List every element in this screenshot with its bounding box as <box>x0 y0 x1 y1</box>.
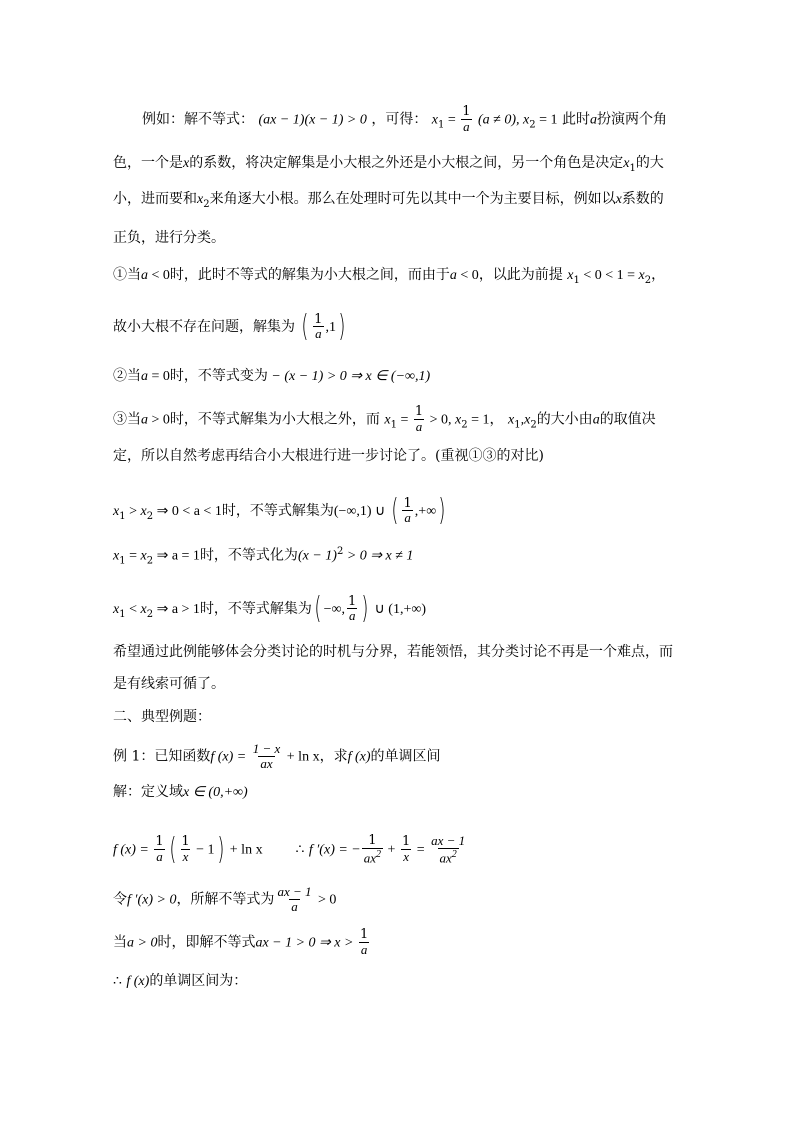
sub: 2 <box>146 555 154 567</box>
paren: ) <box>216 831 224 867</box>
math: − (x − 1) > 0 ⇒ x ∈ (−∞,1) <box>267 369 431 384</box>
den: a <box>291 898 298 914</box>
text: 色，一个是 <box>113 155 183 171</box>
text: ①当 <box>113 267 141 283</box>
sub: 1 <box>119 555 126 567</box>
text: 正负，进行分类。 <box>113 230 225 246</box>
text: ，可得： <box>371 111 428 128</box>
math: x <box>615 192 622 207</box>
math: x <box>113 602 120 617</box>
math: x <box>140 602 147 617</box>
sub: 1 <box>514 419 521 431</box>
math: −∞, <box>323 602 346 617</box>
math: x <box>113 504 120 519</box>
math: (−∞,1) ∪ <box>333 504 389 519</box>
case2 <box>113 369 430 384</box>
text: 希望通过此例能够体会分类讨论的时机与分界，若能领悟，其分类讨论不再是一个难点，而 <box>113 644 673 660</box>
text: 的大 <box>635 155 664 171</box>
num: 1 <box>181 834 190 850</box>
num: 1 <box>462 104 471 119</box>
math: x <box>197 192 204 207</box>
num: 1 − x <box>252 741 281 756</box>
text: 例如：解不等式： <box>142 111 254 128</box>
math: = 1 <box>535 112 558 128</box>
para2-line2 <box>113 677 225 691</box>
num: 1 <box>401 834 411 850</box>
math: + <box>384 842 399 858</box>
math: f (x) = <box>113 842 153 858</box>
fraction <box>402 497 414 526</box>
math: x <box>140 504 147 519</box>
text: 例 1：已知函数 <box>113 748 211 765</box>
fraction <box>346 595 358 624</box>
text: ，以此为前提 <box>478 267 563 283</box>
derivative-line <box>113 831 468 867</box>
math-expr: (ax − 1)(x − 1) > 0 <box>258 112 367 128</box>
math: > 0 <box>314 892 337 908</box>
den: a <box>156 848 163 864</box>
text: 小，进而要和 <box>113 191 197 207</box>
math: = <box>444 112 460 128</box>
text: 扮演两个角 <box>596 111 667 128</box>
text: 时，不等式化为 <box>199 547 298 564</box>
sub: 2 <box>203 198 210 210</box>
num: 1 <box>314 311 323 327</box>
sub: 2 <box>644 274 652 286</box>
math: < 0 <box>148 268 170 283</box>
paren: ( <box>169 831 177 867</box>
den: x <box>182 848 189 864</box>
num: 1 <box>348 593 357 609</box>
text: 时，此时不等式的解集为小大根之间，而由于 <box>169 267 450 283</box>
math: x <box>638 268 645 283</box>
den <box>438 848 459 866</box>
math: , x <box>516 112 530 128</box>
sub: 2 <box>146 510 154 522</box>
text: 时，不等式变为 <box>169 368 268 384</box>
sup: 2 <box>376 848 382 860</box>
example1 <box>113 742 441 771</box>
math: ,1 <box>325 320 336 335</box>
sub: 1 <box>119 510 126 522</box>
case1-line2 <box>113 309 348 344</box>
heading: 二、典型例题： <box>113 709 211 725</box>
math: < 0 <box>456 268 479 283</box>
math: x ∈ (0,+∞) <box>183 785 248 800</box>
text: ， <box>651 267 666 283</box>
case3-line1: ③当a > 0时，不等式解集为小大根之外，而 $x_1$ = $\frac{1}{a}$ > 0, $x_2 = 1$， $x_1,x_2$的大小由a的取值决 <box>113 404 656 434</box>
text: 此时 <box>561 111 590 128</box>
sup: 2 <box>451 848 457 860</box>
text: 的系数，将决定解集是小大根之外还是小大根之间，另一个角色是决定 <box>189 155 624 171</box>
den: a <box>348 608 356 624</box>
text: 的大小由 <box>536 411 593 428</box>
num: ax − 1 <box>431 833 466 848</box>
num: 1 <box>403 495 412 511</box>
math: a <box>141 412 148 428</box>
paren: ( <box>314 591 322 626</box>
math: ⇒ a > 1 <box>153 602 200 617</box>
sub: 2 <box>461 419 468 431</box>
fraction <box>179 835 191 864</box>
text: 定，所以自然考虑再结合小大根进行进一步讨论了。(重视①③的对比) <box>113 448 544 464</box>
math: (a ≠ 0) <box>478 112 517 128</box>
sub: 1 <box>390 419 397 431</box>
para1-line1 <box>142 105 667 134</box>
math: a > 0 <box>127 935 158 951</box>
text: ②当 <box>113 368 141 384</box>
sub: 1 <box>629 162 636 174</box>
den: a <box>404 510 411 526</box>
den: a <box>360 941 368 957</box>
fraction <box>358 928 370 957</box>
den <box>362 848 383 866</box>
para1-line4 <box>113 231 225 245</box>
math: > 0 <box>148 412 170 428</box>
para1-line3 <box>113 192 664 210</box>
math: f ′(x) > 0 <box>127 892 177 908</box>
math: ,+∞ <box>414 504 437 519</box>
math: x <box>431 112 438 128</box>
den: x <box>403 848 409 864</box>
math: ∪ (1,+∞) <box>371 602 426 617</box>
fraction <box>460 105 472 134</box>
paren: ) <box>361 591 369 626</box>
text: 当 <box>113 934 127 951</box>
fraction <box>153 835 165 864</box>
text: 令 <box>113 891 127 908</box>
subcase3: $x_1 < x_2$ ⇒ a > 1时，不等式解集为( −∞, $\frac{1}{a}$ ) ∪ (1,+∞) <box>113 591 426 626</box>
sub: 2 <box>146 608 154 620</box>
ling-line <box>113 885 336 914</box>
fraction <box>362 834 383 865</box>
text: 时，不等式解集为 <box>199 601 312 617</box>
math: + ln x <box>226 842 263 858</box>
den-text: ax <box>363 849 377 865</box>
math: ax − 1 > 0 ⇒ x > <box>255 935 357 951</box>
monotonic-interval-line <box>113 974 247 989</box>
math: f (x) <box>126 974 150 989</box>
paren: ( <box>301 309 309 344</box>
fraction <box>251 742 283 771</box>
sub: 1 <box>119 608 126 620</box>
text: 系数的 <box>621 191 664 207</box>
text: 的取值决 <box>599 411 656 428</box>
case3-line2 <box>113 449 544 463</box>
text: 的单调区间 <box>370 748 441 765</box>
text: ③当 <box>113 411 141 428</box>
math: ∴ <box>295 842 305 858</box>
num: 1 <box>368 833 377 848</box>
math: + ln x <box>283 749 320 765</box>
den-text: ax <box>439 849 452 865</box>
math: x <box>524 412 531 428</box>
sup: 2 <box>336 546 344 557</box>
text: 故小大根不存在问题，解集为 <box>113 319 295 335</box>
subcase2: $x_1 = x_2$ ⇒ a = 1时，不等式化为$(x - 1)^2 > 0$ ⇒ x ≠ 1 <box>113 546 414 567</box>
text: ，所解不等式为 <box>176 891 275 908</box>
sub: 1 <box>438 119 445 131</box>
den: ax <box>260 755 273 771</box>
math: f ′(x) = − <box>308 842 361 858</box>
para2-line1 <box>113 645 673 659</box>
math: x <box>384 412 391 428</box>
para1-line2 <box>113 156 664 174</box>
num: 1 <box>414 404 424 419</box>
paren: ) <box>438 493 446 528</box>
math: x <box>455 412 462 428</box>
num: ax − 1 <box>277 884 312 899</box>
den: a <box>463 118 470 134</box>
text: 时，不等式解集为小大根之外，而 <box>169 411 380 428</box>
math: x <box>508 412 515 428</box>
math: > 0 ⇒ x ≠ 1 <box>343 548 414 564</box>
math: − 1 <box>192 842 215 858</box>
math: ∴ <box>113 974 122 989</box>
math: (x − 1) <box>297 548 337 564</box>
math: x <box>140 548 147 564</box>
fraction <box>413 405 425 434</box>
math: f (x) = <box>210 749 250 765</box>
math: x <box>623 156 630 171</box>
math: = <box>396 412 412 428</box>
math: ⇒ a = 1 <box>153 548 200 564</box>
text: ， <box>489 411 504 428</box>
math: x <box>183 156 190 171</box>
dang-line <box>113 928 371 957</box>
fraction <box>275 885 313 914</box>
text: ，求 <box>319 748 348 765</box>
math: a <box>141 268 148 283</box>
case1-line1 <box>113 268 665 286</box>
text: 解：定义域 <box>113 784 183 800</box>
den: a <box>315 326 322 342</box>
sub: 2 <box>529 119 536 131</box>
math: a <box>589 112 597 128</box>
math: ⇒ 0 < a < 1 <box>153 504 222 519</box>
fraction <box>429 834 467 865</box>
text: 来角逐大小根。那么在处理时可先以其中一个为主要目标，例如以 <box>209 191 616 207</box>
math: < 0 < 1 = <box>579 268 639 283</box>
fraction <box>400 835 412 864</box>
text: 是有线索可循了。 <box>113 676 225 692</box>
math: = 1 <box>467 412 490 428</box>
paren: ) <box>338 309 346 344</box>
math: f (x) <box>347 749 371 765</box>
math: x <box>567 268 574 283</box>
subcase1: $x_1 > x_2$ ⇒ 0 < a < 1时，不等式解集为(−∞,1) ∪ ( $\frac{1}{a}$ ,+∞) <box>113 493 446 528</box>
section-heading <box>113 710 211 724</box>
math: x <box>113 548 120 564</box>
sub: 1 <box>573 274 580 286</box>
fraction <box>312 313 324 342</box>
text: 时，不等式解集为 <box>221 503 334 519</box>
math: = 0 <box>148 369 170 384</box>
text: 时，即解不等式 <box>157 934 256 951</box>
math: = <box>413 842 429 858</box>
solution-domain <box>113 785 248 800</box>
sub: 2 <box>530 419 537 431</box>
math: > 0, <box>426 412 456 428</box>
text: 的单调区间为： <box>149 973 248 989</box>
num: 1 <box>155 834 164 850</box>
den: a <box>415 418 423 434</box>
math: a <box>449 268 457 283</box>
math: a <box>141 369 148 384</box>
num: 1 <box>359 927 369 942</box>
math: a <box>592 412 600 428</box>
paren: ( <box>391 493 399 528</box>
